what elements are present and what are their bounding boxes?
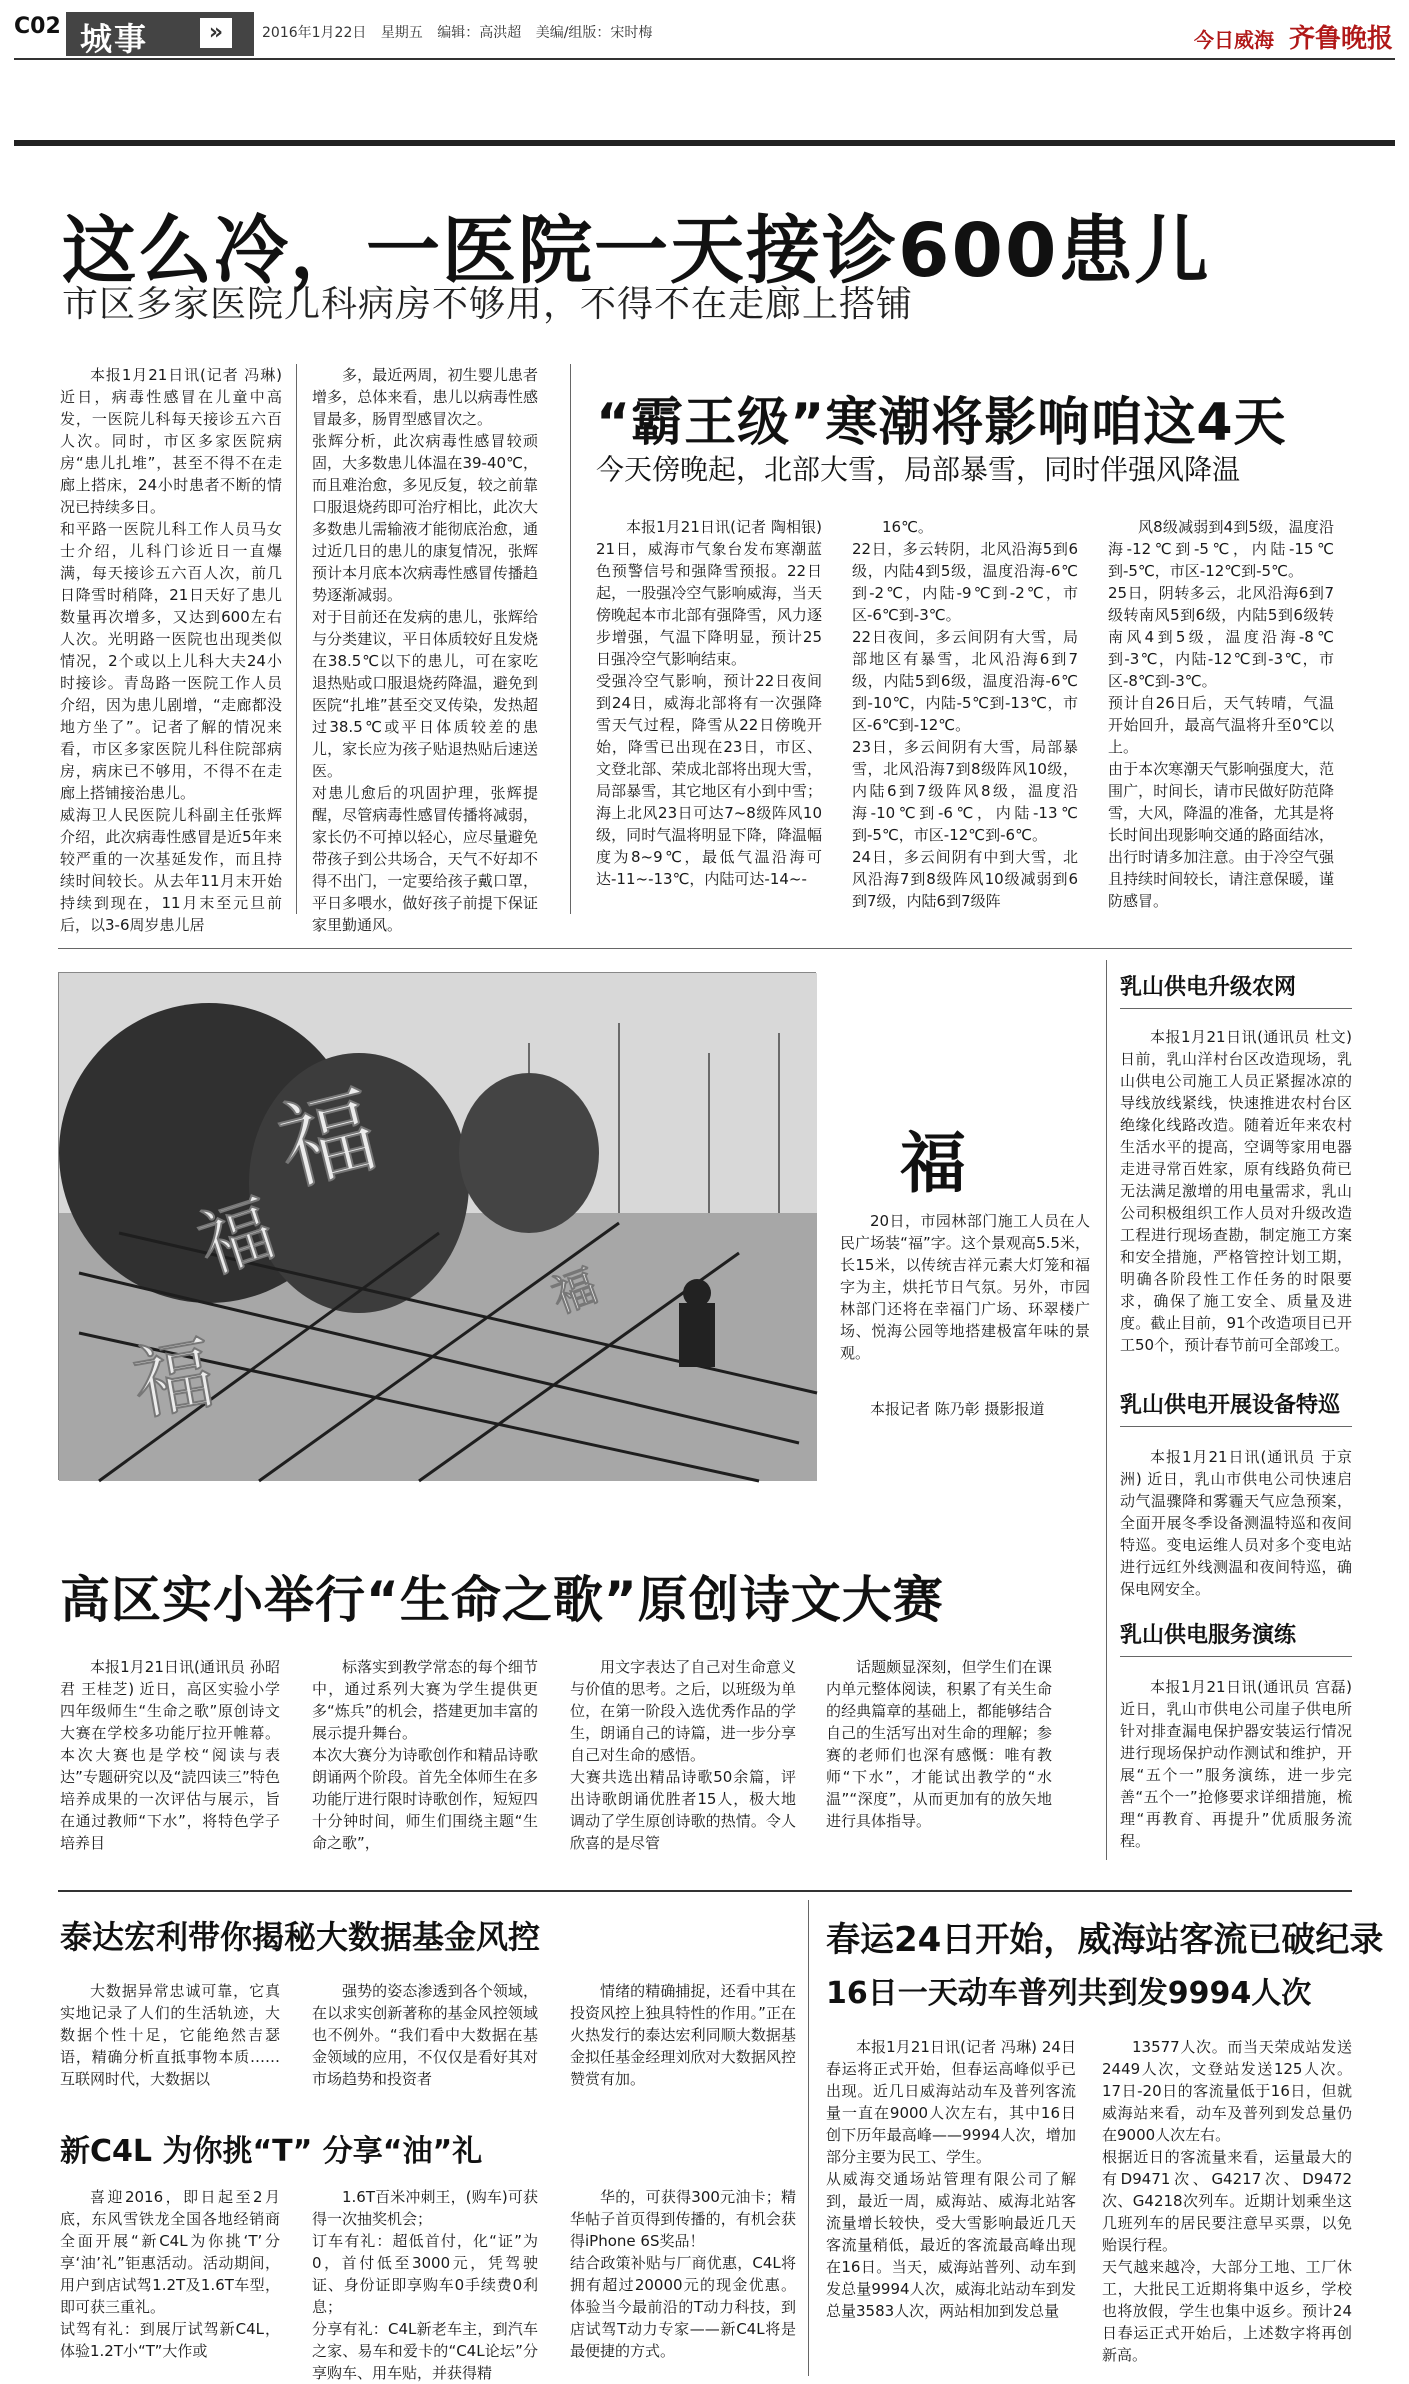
cold-text-2: 16℃。 22日，多云转阴，北风沿海5到6级，内陆4到5级，温度沿海-6℃到-2℃，内陆-9℃到-2℃，市区-6℃到-3℃。 22日夜间，多云间阴有大雪，局部地区有暴雪，北风沿海6到7级，内陆5到6级，温度沿海-6℃到-10℃，内陆-5℃到-13℃，市区-6℃到-12℃。 23日，多云间阴有大雪，局部暴雪，北风沿海7到8级阵风10级，内陆6到7级阵风8级，温度沿海-10℃到-6℃，内陆-13℃到-5℃，市区-12℃到-6℃。 24日，多云间阴有中到大雪，北风沿海7到8级阵风10级减弱到6到7级，内陆6到7级阵 [852,518,1078,910]
sidebar-inspect-text: 本报1月21日讯(通讯员 于京洲) 近日，乳山市供电公司快速启动气温骤降和雾霾天气应急预案，全面开展冬季设备测温特巡和夜间特巡。变电运维人员对多个变电站进行远红外线测温和夜间特巡，确保电网安全。 [1120,1448,1352,1598]
sidebar-drill-title: 乳山供电服务演练 [1120,1623,1297,1648]
bigdata-headline: 泰达宏利带你揭秘大数据基金风控 [60,1918,541,1956]
issue-weekday: 星期五 [380,25,423,41]
sidebar-drill-body [1120,1676,1352,1856]
cold-column-2 [852,516,1078,916]
issue-info [262,22,662,42]
lead-text-2: 多，最近两周，初生婴儿患者增多，总体来看，患儿以病毒性感冒最多，肠胃型感冒次之。 张辉分析，此次病毒性感冒较顽固，大多数患儿体温在39-40℃，而且难治愈，多见反复，较之前靠口服退烧药即可治疗相比，此次大多数患儿需输液才能彻底治愈，通过近几日的患儿的康复情况，张辉预计本月底本次病毒性感冒传播趋势逐渐减弱。 对于目前还在发病的患儿，张辉给与分类建议，平日体质较好且发烧在38.5℃以下的患儿，可在家吃退热贴或口服退烧药降温，避免到医院“扎堆”甚至交叉传染，发热超过38.5℃或平日体质较差的患儿，家长应为孩子贴退热贴后速送医。 对患儿愈后的巩固护理，张辉提醒，尽管病毒性感冒传播将减弱，家长仍不可掉以轻心，应尽量避免带孩子到公共场合，天气不好却不得不出门，一定要给孩子戴口罩，平日多喂水，做好孩子前提下保证家里勤通风。 [312,366,538,934]
news-photo-lanterns [58,972,816,1480]
poem-text-4: 话题颇显深刻，但学生们在课内单元整体阅读，积累了有关生命的经典篇章的基础上，都能够结合自己的生活写出对生命的理解；参赛的老师们也深有感慨：唯有教师“下水”，才能试出教学的“水温”“深度”，从而更加有的放矢地进行具体指导。 [826,1658,1052,1830]
svg-text:福: 福 [545,1260,605,1324]
svg-text:福: 福 [126,1326,222,1432]
header-rule [14,58,1395,60]
sidebar-drill-text: 本报1月21日讯(通讯员 宫磊) 近日，乳山市供电公司崖子供电所针对排查漏电保护器安装运行情况进行现场保护动作测试和维护，开展“五个一”服务演练，进一步完善“五个一”抢修要求详细措施，梳理“再教育、再提升”优质服务流程。 [1120,1678,1352,1850]
rail-headline: 春运24日开始，威海站客流已破纪录 [826,1920,1384,1960]
bigdata-column-3 [570,1980,796,2112]
column-divider [808,1900,809,2376]
c4l-text-3: 华的，可获得300元油卡；精华帖子首页得到传播的，有机会获得iPhone 6S奖品！ 结合政策补贴与厂商优惠，C4L将拥有超过20000元的现金优惠。体验当今最前沿的T动力科技，到店试驾T动力专家——新C4L将是最便捷的方式。 [570,2188,796,2360]
sidebar-rule [1120,1656,1352,1657]
section-rule [58,948,1352,949]
fu-caption-text: 20日，市园林部门施工人员在人民广场装“福”字。这个景观高5.5米，长15米，以传统吉祥元素大灯笼和福字为主，烘托节日气氛。另外，市园林部门还将在幸福门广场、环翠楼广场、悦海公园等地搭建极富年味的景观。 [840,1212,1090,1362]
issue-date: 2016年1月22日 [262,25,367,41]
bigdata-column-2 [312,1980,538,2112]
sidebar-inspect-title: 乳山供电开展设备特巡 [1120,1393,1341,1418]
poem-column-1 [60,1656,280,1856]
page-code: C02 [14,14,61,39]
sidebar-divider [1106,960,1107,1860]
sidebar-rule [1120,1426,1352,1427]
cold-subheadline: 今天傍晚起，北部大雪，局部暴雪，同时伴强风降温 [596,453,1241,486]
lead-top-rule [14,140,1395,146]
cold-text-3: 风8级减弱到4到5级，温度沿海-12℃到-5℃，内陆-15℃到-5℃，市区-12℃到-5℃。 25日，阴转多云，北风沿海6到7级转南风5到6级，内陆5到6级转南风4到5级，温度沿海-8℃到-3℃，内陆-12℃到-3℃，市区-8℃到-3℃。 预计自26日后，天气转晴，气温开始回升，最高气温将升至0℃以上。 由于本次寒潮天气影响强度大，范围广，时间长，请市民做好防范降雪，大风，降温的准备，尤其是将长时间出现影响交通的路面结冰，出行时请多加注意。由于冷空气强且持续时间较长，请注意保暖，谨防感冒。 [1108,518,1334,910]
lead-column-2 [312,364,538,934]
lead-column-1 [60,364,282,934]
sidebar-inspect-body [1120,1446,1352,1602]
sidebar-upgrade-title: 乳山供电升级农网 [1120,975,1297,1000]
poem-text-3: 用文字表达了自己对生命意义与价值的思考。之后，以班级为单位，在第一阶段入选优秀作品的学生，朗诵自己的诗篇，进一步分享自己对生命的感悟。 大赛共选出精品诗歌50余篇，评出诗歌朗诵优胜者15人，极大地调动了学生原创诗歌的热情。令人欣喜的是尽管 [570,1658,796,1852]
poem-headline: 高区实小举行“生命之歌”原创诗文大赛 [60,1571,944,1629]
paper-logo: 齐鲁晚报 [1288,24,1393,54]
c4l-text-2: 1.6T百米冲刺王，(购车)可获得一次抽奖机会； 订车有礼：超低首付，化“证”为0，首付低至3000元，凭驾驶证、身份证即享购车0手续费0利息； 分享有礼：C4L新老车主，到汽车之家、易车和爱卡的“C4L论坛”分享购车、用车贴，并获得精 [312,2188,538,2382]
bigdata-text-3: 情绪的精确捕捉，还看中其在投资风控上独具特性的作用。”正在火热发行的泰达宏利同顺大数据基金拟任基金经理刘欣对大数据风控赞赏有加。 [570,1982,796,2088]
fu-credit-text: 本报记者 陈乃彰 摄影报道 [870,1400,1045,1418]
rail-column-1 [826,2036,1076,2376]
section-title: 城事 [80,20,149,58]
c4l-column-2 [312,2186,538,2382]
fu-credit [840,1398,1090,1424]
c4l-column-1 [60,2186,280,2376]
sidebar-upgrade-text: 本报1月21日讯(通讯员 杜文) 日前，乳山洋村台区改造现场，乳山供电公司施工人员正紧握冰凉的导线放线紧线，快速推进农村台区绝缘化线路改造。随着近年来农村生活水平的提高，空调等家用电器走进寻常百姓家，原有线路负荷已无法满足激增的用电量需求，乳山公司积极组织工作人员对升级改造工程进行现场查勘，制定施工方案和安全措施，严格管控计划工期，明确各阶段性工作任务的时限要求，确保了施工安全、质量及进度。截止目前，91个改造项目已开工50个，预计春节前可全部竣工。 [1120,1028,1352,1354]
masthead [1194,18,1393,55]
bigdata-column-1 [60,1980,280,2112]
poem-column-4 [826,1656,1052,1856]
poem-text-1: 本报1月21日讯(通讯员 孙昭君 王桂芝) 近日，高区实验小学四年级师生“生命之歌”原创诗文大赛在学校多功能厅拉开帷幕。本次大赛也是学校“阅读与表达”专题研究以及“読四读三”特色培养成果的一次评估与展示，旨在通过教师“下水”，将特色学子培养目 [60,1658,280,1852]
sidebar-rule [1120,1008,1352,1009]
lead-text-1: 本报1月21日讯(记者 冯琳) 近日，病毒性感冒在儿童中高发，一医院儿科每天接诊五六百人次。同时，市区多家医院病房“患儿扎堆”，甚至不得不在走廊上搭床，24小时患者不断的情况已持续多日。 和平路一医院儿科工作人员马女士介绍，儿科门诊近日一直爆满，每天接诊五六百人次，前几日降雪时稍降，21日天好了患儿数量再次增多，又达到600左右人次。光明路一医院也出现类似情况，2个或以上儿科大夫24小时接诊。青岛路一医院工作人员介绍，因为患儿剧增，“走廊都没地方坐了”。记者了解的情况来看，市区多家医院儿科住院部病房，病床已不够用，不得不在走廊上搭铺接治患儿。 威海卫人民医院儿科副主任张辉介绍，此次病毒性感冒是近5年来较严重的一次基延发作，而且持续时间较长。从去年11月末开始持续到现在，11月末至元旦前后，以3-6周岁患儿居 [60,366,282,934]
fu-caption [840,1210,1090,1400]
bigdata-text-1: 大数据异常忠诚可靠，它真实地记录了人们的生活轨迹，大数据个性十足，它能绝然吉瑟语，精确分析直抵事物本质……互联网时代，大数据以 [60,1982,280,2088]
c4l-text-1: 喜迎2016，即日起至2月底，东风雪铁龙全国各地经销商全面开展“新C4L为你挑‘T’分享‘油’礼”钜惠活动。活动期间，用户到店试驾1.2T及1.6T车型，即可获三重礼。 试驾有礼：到展厅试驾新C4L，体验1.2T小“T”大作或 [60,2188,280,2360]
edition-name: 今日威海 [1194,28,1275,52]
fu-character-sculpture: 福 [267,1073,388,1206]
sidebar-upgrade-body [1120,1026,1352,1358]
svg-text:福: 福 [187,1185,285,1291]
rail-text-2: 13577人次。而当天荣成站发送2449人次，文登站发送125人次。17日-20日的客流量低于16日，但就威海站来看，动车及普列到发总量仍在9000人次左右。 根据近日的客流量来看，运量最大的有D9471次、G4217次、D9472次、G4218次列车。近期计划乘坐这几班列车的居民要注意早买票，以免贻误行程。 天气越来越冷，大部分工地、工厂休工，大批民工近期将集中返乡，学校也将放假，学生也集中返乡。预计24日春运正式开始后，上述数字将再创新高。 [1102,2038,1352,2364]
poem-column-3 [570,1656,796,1856]
rail-text-1: 本报1月21日讯(记者 冯琳) 24日春运将正式开始，但春运高峰似乎已出现。近几日威海站动车及普列客流量一直在9000人次左右，其中16日创下历年最高峰——9994人次，增加部分主要为民工、学生。 从威海交通场站管理有限公司了解到，最近一周，威海站、威海北站客流量增长较快，受大雪影响最近几天客流量稍低，最近的客流最高峰出现在16日。当天，威海站普列、动车到发总量9994人次，威海北站动车到发总量3583人次，两站相加到发总量 [826,2038,1076,2320]
cold-column-3 [1108,516,1334,916]
section-arrow-icon: » [200,18,232,48]
bigdata-text-2: 强势的姿态渗透到各个领域，在以求实创新著称的基金风控领域也不例外。“我们看中大数据在基金领域的应用，不仅仅是看好其对市场趋势和投资者 [312,1982,538,2088]
cold-column-1 [596,516,822,916]
lead-subheadline: 市区多家医院儿科病房不够用，不得不在走廊上搭铺 [62,284,914,325]
design-credit: 美编/组版：宋时梅 [535,25,653,41]
poem-column-2 [312,1656,538,1856]
lead-headline: 这么冷，一医院一天接诊600患儿 [62,208,1211,294]
rail-column-2 [1102,2036,1352,2376]
cold-headline: “霸王级”寒潮将影响咱这4天 [596,393,1287,453]
column-divider [570,364,571,914]
editor-credit: 编辑：高洪超 [437,25,522,41]
poem-text-2: 标落实到教学常态的每个细节中，通过系列大赛为学生提供更多“炼兵”的机会，搭建更加丰富的展示提升舞台。 本次大赛分为诗歌创作和精品诗歌朗诵两个阶段。首先全体师生在多功能厅进行限时诗歌创作，短短四十分钟时间，师生们围绕主题“生命之歌”， [312,1658,538,1852]
section-rule [58,1890,1352,1892]
rail-subheadline: 16日一天动车普列共到发9994人次 [826,1976,1312,2011]
c4l-column-3 [570,2186,796,2376]
column-divider [296,364,297,914]
fu-headline: 福 [900,1124,966,1202]
cold-text-1: 本报1月21日讯(记者 陶相银) 21日，威海市气象台发布寒潮蓝色预警信号和强降雪预报。22日起，一股强冷空气影响威海，当天傍晚起本市北部有强降雪，风力逐步增强，气温下降明显，预计25日强冷空气影响结束。 受强冷空气影响，预计22日夜间到24日，威海北部将有一次强降雪天气过程，降雪从22日傍晚开始，降雪已出现在23日，市区、文登北部、荣成北部将出现大雪，局部暴雪，其它地区有小到中雪；海上北风23日可达7~8级阵风10级，同时气温将明显下降，降温幅度为8~9℃，最低气温沿海可达-11~-13℃，内陆可达-14~- [596,518,822,888]
c4l-headline: 新C4L 为你挑“T” 分享“油”礼 [60,2134,483,2169]
